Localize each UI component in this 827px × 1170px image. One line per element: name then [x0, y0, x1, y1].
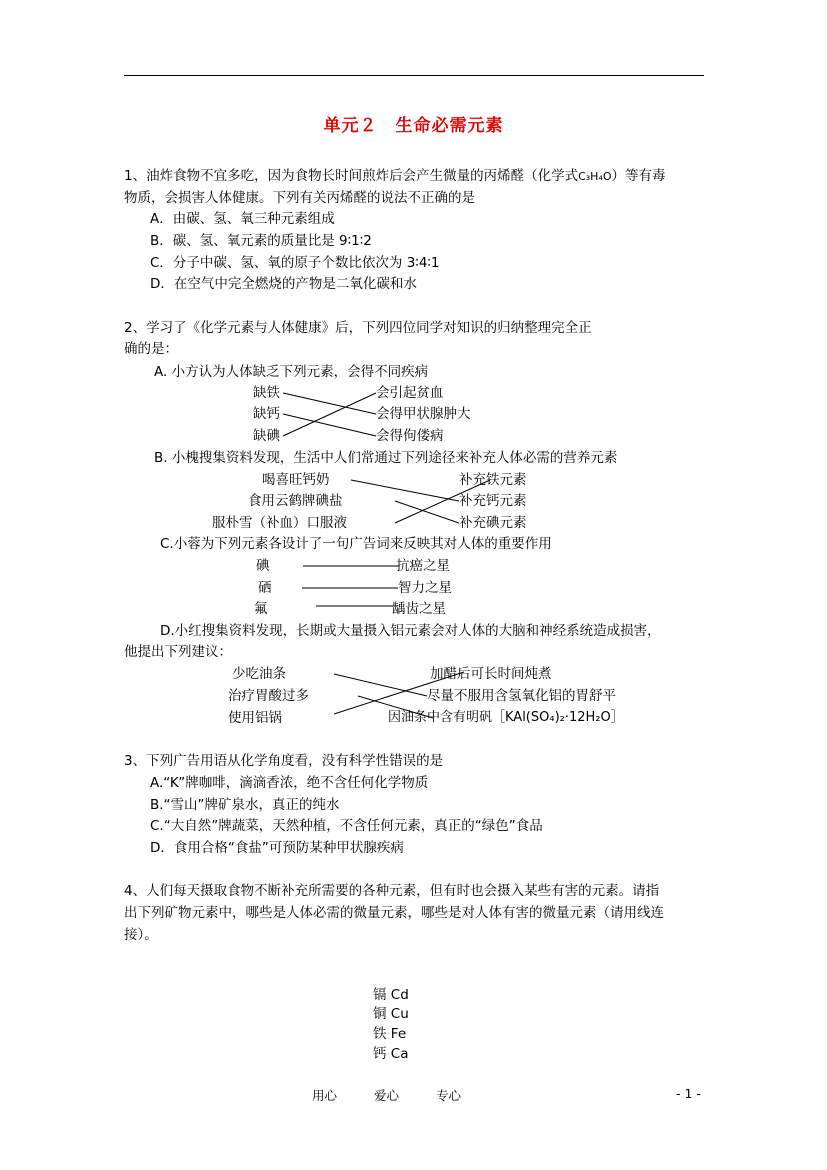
q2b-left-item: 食用云鹤牌碘盐 — [248, 493, 343, 509]
q1-stem-text-b: ）等有毒 — [611, 168, 666, 184]
q2a-match-line — [283, 393, 376, 414]
q3-option-b: B.“雪山”牌矿泉水，真正的纯水 — [150, 797, 340, 813]
q2a-right-item: 会得甲状腺肿大 — [376, 406, 471, 422]
q2b-left-item: 服朴雪（补血）口服液 — [212, 515, 347, 531]
q1-option-d: D．在空气中完全燃烧的产物是二氧化碳和水 — [150, 276, 417, 292]
q2c-intro: C.小蓉为下列元素各设计了一句广告词来反映其对人体的重要作用 — [160, 536, 552, 552]
q2a-match-line — [283, 414, 376, 436]
q2d-left-item: 治疗胃酸过多 — [228, 688, 309, 704]
q2a-right-item: 会引起贫血 — [376, 385, 444, 401]
q2a-intro: A. 小方认为人体缺乏下列元素，会得不同疾病 — [154, 364, 429, 380]
q2c-left-item: 碘 — [256, 558, 270, 574]
q2d-right-item: 尽量不服用含氢氧化铝的胃舒平 — [427, 688, 616, 704]
q2a-match-line — [283, 393, 376, 436]
q2a-left-item: 缺钙 — [253, 406, 280, 422]
q2d-right-item: 加醋后可长时间炖煮 — [430, 666, 552, 682]
q2b-right-item: 补充碘元素 — [459, 515, 527, 531]
q2b-left-item: 喝喜旺钙奶 — [262, 472, 330, 488]
footer-motto-1: 用心 — [312, 1088, 338, 1103]
q2c-left-item: 氟 — [254, 601, 268, 617]
q2a-right-item: 会得佝偻病 — [376, 428, 444, 444]
q1-stem-text-a: 1、油炸食物不宜多吃，因为食物长时间煎炸后会产生微量的丙烯醛（化学式 — [124, 168, 579, 184]
q2c-left-item: 硒 — [258, 580, 272, 596]
q2d-match-line — [334, 674, 427, 696]
q3-option-c: C.“大自然”牌蔬菜，天然种植，不含任何元素，真正的“绿色”食品 — [150, 818, 543, 834]
q4-stem-line1: 4、人们每天摄取食物不断补充所需要的各种元素，但有时也会摄入某些有害的元素。请指 — [124, 883, 660, 899]
q3-stem: 3、下列广告用语从化学角度看，没有科学性错误的是 — [124, 753, 444, 769]
q1-option-c: C．分子中碳、氢、氧的原子个数比依次为 3∶4∶1 — [150, 255, 440, 271]
q2d-left-item: 少吃油条 — [232, 666, 286, 682]
q2d-right-item: 因油条中含有明矾［KAl(SO₄)₂·12H₂O］ — [388, 710, 624, 725]
q4-element: 镉 Cd — [373, 987, 409, 1003]
q2d-intro-line1: D.小红搜集资料发现，长期或大量摄入铝元素会对人体的大脑和神经系统造成损害， — [160, 623, 661, 639]
q4-element: 钙 Ca — [373, 1046, 409, 1062]
q2d-left-item: 使用铝锅 — [228, 710, 282, 726]
q3-option-d: D．食用合格“食盐”可预防某种甲状腺疾病 — [150, 840, 404, 856]
q2-stem-line2: 确的是： — [124, 341, 178, 357]
q2c-right-item: 智力之星 — [398, 580, 452, 596]
q1-option-b: B．碳、氢、氧元素的质量比是 9∶1∶2 — [150, 233, 372, 249]
page-title: 单元２ 生命必需元素 — [323, 116, 504, 136]
q2b-match-line — [351, 480, 459, 501]
q2c-right-item: 龋齿之星 — [392, 601, 446, 617]
q1-stem-line2: 物质，会损害人体健康。下列有关丙烯醛的说法不正确的是 — [124, 190, 475, 206]
q4-stem-line2: 出下列矿物元素中，哪些是人体必需的微量元素，哪些是对人体有害的微量元素（请用线连 — [124, 905, 664, 921]
q4-element: 铜 Cu — [373, 1006, 409, 1022]
q2b-intro: B. 小槐搜集资料发现，生活中人们常通过下列途径来补充人体必需的营养元素 — [154, 450, 618, 466]
q2b-right-item: 补充钙元素 — [459, 493, 527, 509]
footer-motto-2: 爱心 — [374, 1088, 400, 1103]
q4-element: 铁 Fe — [373, 1026, 407, 1042]
q2b-match-line — [395, 501, 459, 523]
q2-stem-line1: 2、学习了《化学元素与人体健康》后，下列四位同学对知识的归纳整理完全正 — [124, 320, 592, 336]
q1-formula: C₃H₄O — [578, 170, 612, 183]
q1-stem-line1 — [124, 167, 666, 186]
page-number: - 1 - — [676, 1086, 701, 1101]
q1-option-a: A．由碳、氢、氧三种元素组成 — [150, 211, 335, 227]
q2c-right-item: 抗癌之星 — [396, 558, 450, 574]
q2b-right-item: 补充铁元素 — [459, 472, 527, 488]
q2a-left-item: 缺碘 — [253, 428, 280, 444]
q3-option-a: A.“K”牌咖啡，滴滴香浓，绝不含任何化学物质 — [150, 775, 429, 791]
q2d-intro-line2: 他提出下列建议： — [124, 644, 232, 660]
footer-motto-3: 专心 — [436, 1088, 462, 1103]
header-rule — [124, 75, 704, 76]
q2a-left-item: 缺铁 — [253, 385, 280, 401]
q4-stem-line3: 接）。 — [124, 927, 158, 943]
